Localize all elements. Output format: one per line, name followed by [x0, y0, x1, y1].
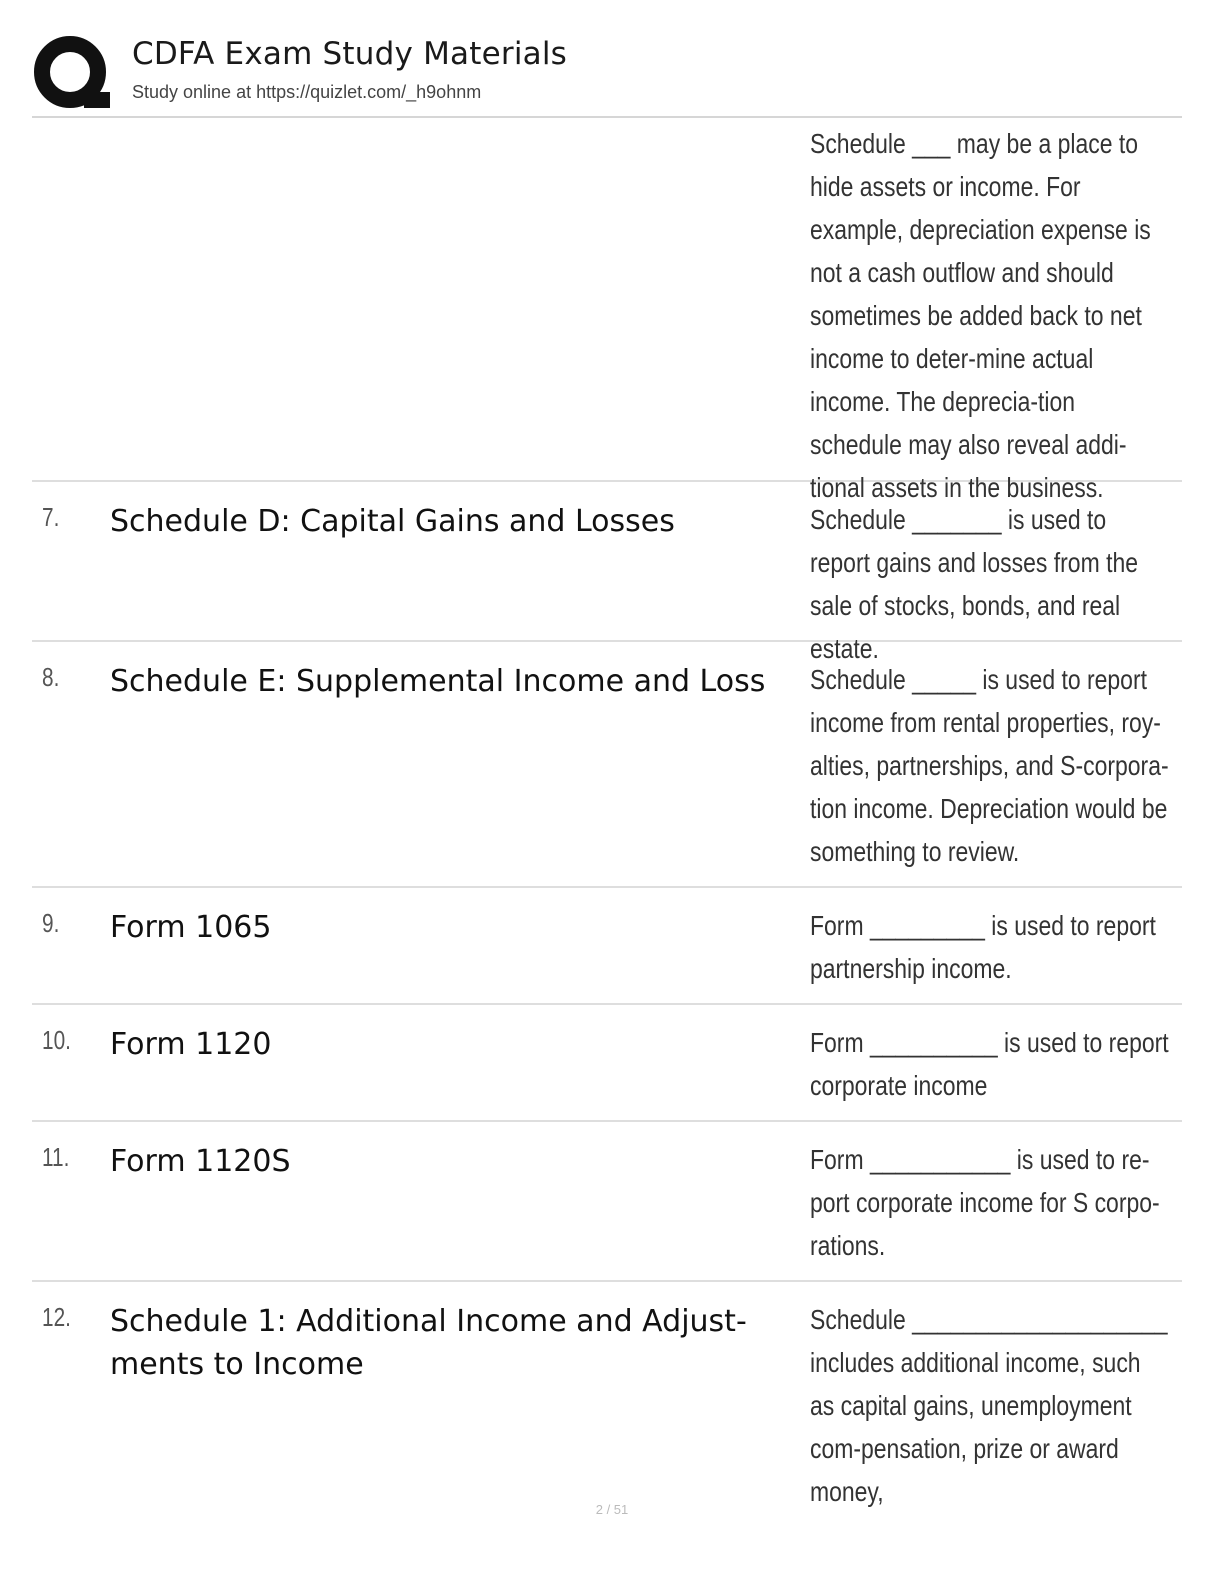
- flashcard-list: [32, 118, 1182, 1507]
- card-number: 12.: [42, 1302, 71, 1332]
- card-number: 7.: [42, 502, 60, 532]
- study-link[interactable]: Study online at https://quizlet.com/_h9ohnm: [132, 82, 482, 102]
- flashcard-row: [32, 1122, 1182, 1282]
- page-number: 2 / 51: [595, 1502, 629, 1517]
- card-definition: Schedule ____________________ includes additional income, such as capital gains, unemployment com-pensation, prize or award money,: [810, 1304, 1168, 1507]
- page-title: CDFA Exam Study Materials: [132, 36, 567, 72]
- card-term: Form 1120: [110, 1027, 272, 1062]
- card-number: 10.: [42, 1025, 71, 1055]
- card-definition: Form __________ is used to report corporate income: [810, 1027, 1169, 1101]
- flashcard-row: [32, 482, 1182, 664]
- card-term: Form 1065: [110, 910, 272, 945]
- flashcard-row: [32, 1282, 1182, 1507]
- flashcard-row: [32, 642, 1182, 888]
- card-term: Form 1120S: [110, 1144, 291, 1179]
- card-term: Schedule E: Supplemental Income and Loss: [110, 664, 766, 699]
- card-definition: Schedule _______ is used to report gains and losses from the sale of stocks, bonds, and real estate.: [810, 504, 1138, 664]
- flashcard-row: [32, 888, 1182, 1005]
- card-term: Schedule 1: Additional Income and Adjust-ments to Income: [110, 1304, 747, 1382]
- quizlet-logo-icon: [32, 34, 112, 114]
- flashcard-row: [32, 1005, 1182, 1122]
- card-number: 11.: [42, 1142, 70, 1172]
- card-number: 9.: [42, 908, 60, 938]
- flashcard-row: [32, 118, 1182, 503]
- card-definition: Schedule ___ may be a place to hide assets or income. For example, depreciation expense is not a cash outflow and should sometimes be added back to net income to deter-mine actual income. The deprecia-tion schedule may also reveal addi-tional assets in the business.: [810, 128, 1151, 503]
- card-term: Schedule D: Capital Gains and Losses: [110, 504, 675, 539]
- card-definition: Form ___________ is used to re-port corporate income for S corpo-rations.: [810, 1144, 1160, 1261]
- page-header: [32, 30, 1182, 118]
- card-definition: Schedule _____ is used to report income from rental properties, roy-alties, partnerships, and S-corpora-tion income. Depreciation would be something to review.: [810, 664, 1169, 867]
- card-definition: Form _________ is used to report partnership income.: [810, 910, 1156, 984]
- card-number: 8.: [42, 662, 60, 692]
